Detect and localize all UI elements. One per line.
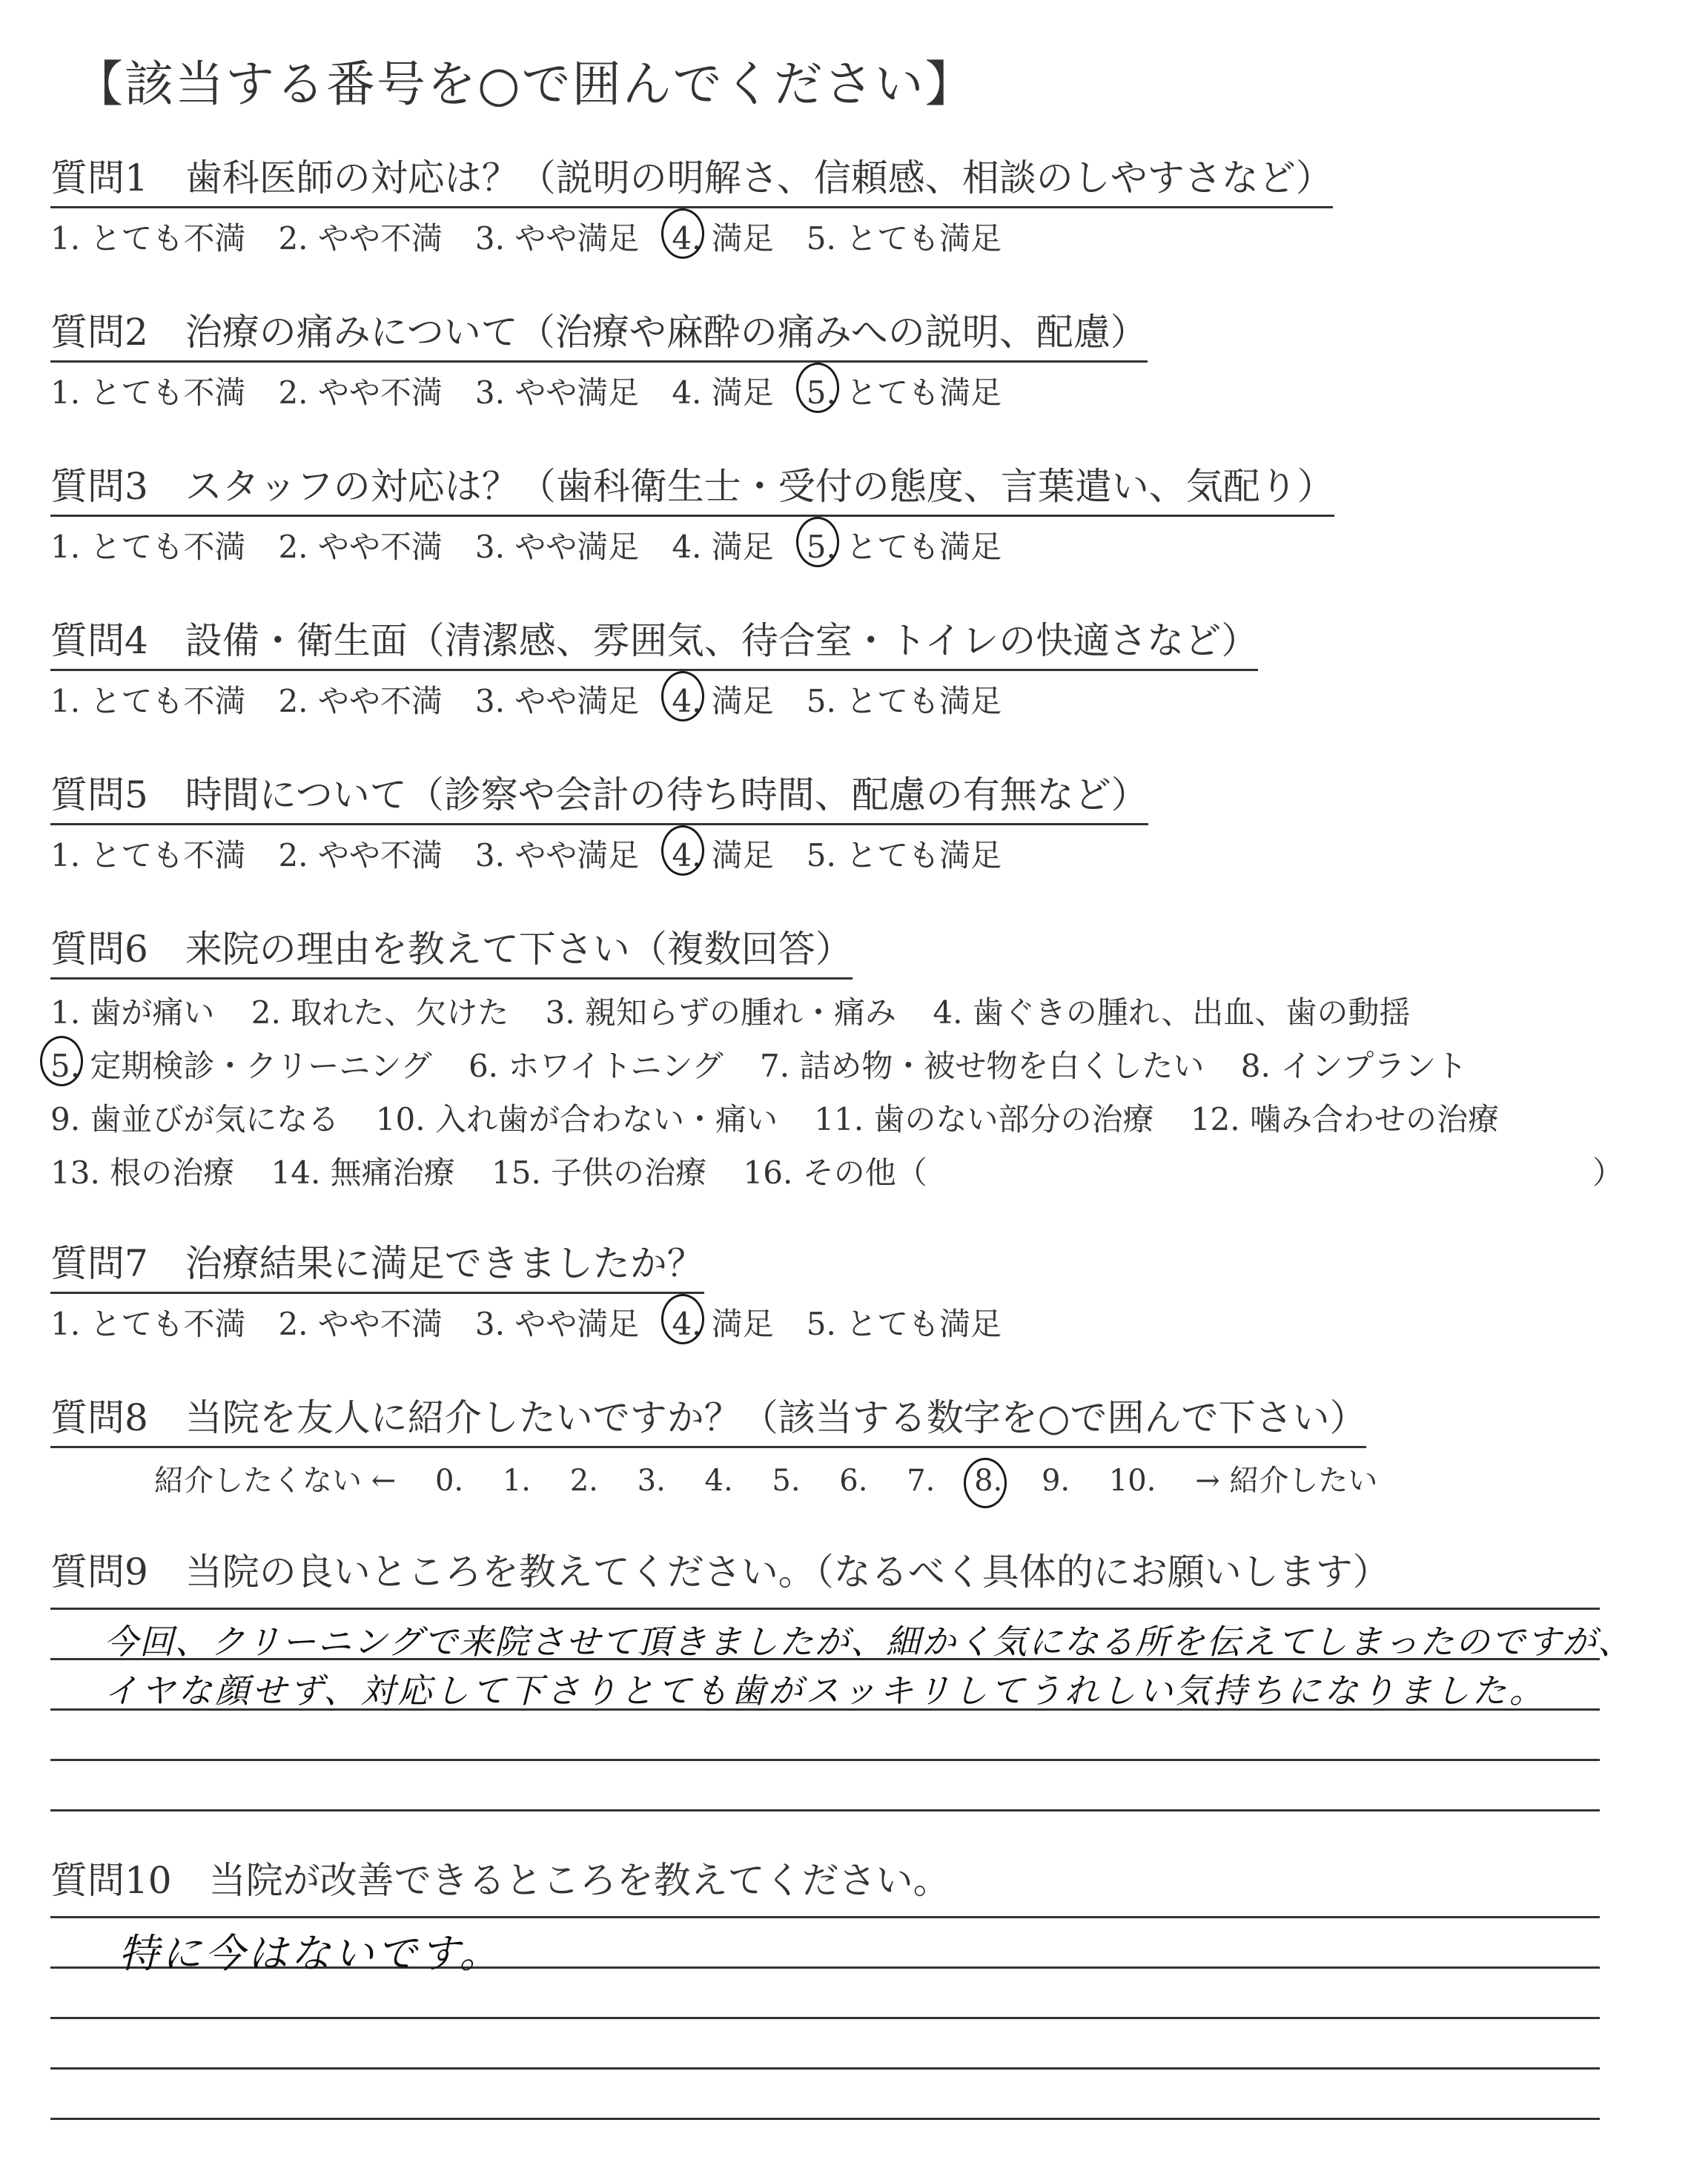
option-4[interactable]: 4. 満足: [672, 214, 773, 259]
question-3-title: 質問3 スタッフの対応は？（歯科衛生士・受付の態度、言葉遣い、気配り）: [50, 457, 1334, 517]
selection-circle: [796, 517, 839, 567]
option-1[interactable]: 1. とても不満: [50, 374, 246, 411]
reason-16[interactable]: 16. その他（: [743, 1155, 927, 1191]
question-9-title: 質問9 当院の良いところを教えてください。（なるべく具体的にお願いします）: [50, 1550, 1390, 1593]
question-3-options: [50, 523, 1334, 567]
question-4-title: 質問4 設備・衛生面（清潔感、雰囲気、待合室・トイレの快適さなど）: [50, 611, 1258, 671]
question-6-line-1: [50, 988, 1659, 1033]
option-2[interactable]: 2. やや不満: [278, 837, 443, 873]
answer-line: [50, 1916, 1600, 1918]
question-5-title: 質問5 時間について（診察や会計の待ち時間、配慮の有無など）: [50, 765, 1148, 825]
option-3[interactable]: 3. やや満足: [474, 220, 640, 257]
option-1[interactable]: 1. とても不満: [50, 683, 246, 719]
question-10-title: 質問10 当院が改善できるところを教えてください。: [50, 1859, 950, 1902]
selection-circle: [40, 1036, 83, 1086]
option-5[interactable]: 5. とても満足: [806, 683, 1002, 719]
question-2-title: 質問2 治療の痛みについて（治療や麻酔の痛みへの説明、配慮）: [50, 303, 1148, 363]
option-2[interactable]: 2. やや不満: [278, 220, 443, 257]
scale-10[interactable]: 10.: [1108, 1464, 1156, 1498]
selection-circle: [661, 671, 704, 721]
scale-right-label: → 紹介したい: [1195, 1464, 1378, 1498]
scale-0[interactable]: 0.: [434, 1464, 464, 1498]
selection-circle: [964, 1458, 1007, 1508]
option-1[interactable]: 1. とても不満: [50, 1306, 246, 1342]
scale-1[interactable]: 1.: [502, 1464, 532, 1498]
page-title: 【該当する番号を○で囲んでください】: [74, 56, 976, 113]
scale-left-label: 紹介したくない ←: [154, 1464, 397, 1498]
selection-circle: [661, 825, 704, 876]
reason-4[interactable]: 4. 歯ぐきの腫れ、出血、歯の動揺: [933, 994, 1411, 1031]
answer-line: [50, 2118, 1600, 2120]
answer-line: [50, 1759, 1600, 1761]
question-5-options: [50, 831, 1148, 876]
question-2-options: [50, 369, 1148, 413]
option-2[interactable]: 2. やや不満: [278, 1306, 443, 1342]
option-5[interactable]: 5. とても満足: [806, 1306, 1002, 1342]
question-2: [50, 303, 1148, 413]
other-paren-close: ）: [1592, 1155, 1624, 1191]
reason-15[interactable]: 15. 子供の治療: [491, 1155, 707, 1191]
option-3[interactable]: 3. やや満足: [474, 374, 640, 411]
scale-9[interactable]: 9.: [1041, 1464, 1070, 1498]
question-6: [50, 919, 1659, 1193]
scale-6[interactable]: 6.: [839, 1464, 868, 1498]
question-1-options: [50, 214, 1333, 259]
question-7-title: 質問7 治療結果に満足できましたか？: [50, 1234, 704, 1294]
recommend-scale: [50, 1457, 1407, 1499]
question-1-title: 質問1 歯科医師の対応は？（説明の明解さ、信頼感、相談のしやすさなど）: [50, 148, 1333, 208]
option-3[interactable]: 3. やや満足: [474, 529, 640, 565]
option-2[interactable]: 2. やや不満: [278, 683, 443, 719]
question-7: [50, 1234, 1034, 1344]
option-1[interactable]: 1. とても不満: [50, 529, 246, 565]
reason-1[interactable]: 1. 歯が痛い: [50, 994, 215, 1031]
answer-line: [50, 2017, 1600, 2019]
question-1: [50, 148, 1333, 259]
question-8: [50, 1388, 1407, 1499]
question-6-line-2: [50, 1042, 1659, 1086]
option-3[interactable]: 3. やや満足: [474, 837, 640, 873]
scale-5[interactable]: 5.: [772, 1464, 801, 1498]
q9-handwritten-answer-line-1[interactable]: 今回、クリーニングで来院させて頂きましたが、細かく気になる所を伝えてしまったのですが、: [104, 1622, 1634, 1662]
answer-line: [50, 1809, 1600, 1811]
answer-line: [50, 2067, 1600, 2070]
scale-7[interactable]: 7.: [907, 1464, 936, 1498]
option-4[interactable]: 4. 満足: [672, 677, 773, 721]
reason-11[interactable]: 11. 歯のない部分の治療: [814, 1101, 1154, 1137]
scale-8[interactable]: 8.: [974, 1464, 1002, 1498]
reason-12[interactable]: 12. 噛み合わせの治療: [1190, 1101, 1499, 1137]
answer-line: [50, 1608, 1600, 1610]
question-6-line-4: [50, 1149, 1659, 1193]
reason-8[interactable]: 8. インプラント: [1240, 1048, 1468, 1084]
question-4-options: [50, 677, 1258, 721]
question-8-title: 質問8 当院を友人に紹介したいですか？（該当する数字を○で囲んで下さい）: [50, 1388, 1366, 1448]
q10-handwritten-answer[interactable]: 特に今はないです。: [119, 1930, 503, 1977]
question-3: [50, 457, 1334, 567]
q9-handwritten-answer-line-2[interactable]: イヤな顔せず、対応して下さりとても歯がスッキリしてうれしい気持ちになりました。: [104, 1671, 1546, 1711]
option-3[interactable]: 3. やや満足: [474, 1306, 640, 1342]
question-9: [50, 1542, 1390, 1600]
option-4[interactable]: 4. 満足: [672, 374, 774, 411]
reason-14[interactable]: 14. 無痛治療: [271, 1155, 455, 1191]
reason-7[interactable]: 7. 詰め物・被せ物を白くしたい: [759, 1048, 1205, 1084]
option-4[interactable]: 4. 満足: [672, 1300, 773, 1344]
option-4[interactable]: 4. 満足: [672, 529, 774, 565]
reason-6[interactable]: 6. ホワイトニング: [468, 1048, 724, 1084]
reason-3[interactable]: 3. 親知らずの腫れ・痛み: [545, 994, 897, 1031]
reason-5[interactable]: 5. 定期検診・クリーニング: [50, 1042, 432, 1086]
reason-2[interactable]: 2. 取れた、欠けた: [251, 994, 509, 1031]
scale-2[interactable]: 2.: [569, 1464, 598, 1498]
reason-13[interactable]: 13. 根の治療: [50, 1155, 235, 1191]
reason-9[interactable]: 9. 歯並びが気になる: [50, 1101, 340, 1137]
question-10: [50, 1851, 950, 1909]
option-5[interactable]: 5. とても満足: [807, 369, 1002, 413]
selection-circle: [661, 208, 704, 259]
option-5[interactable]: 5. とても満足: [806, 220, 1002, 257]
selection-circle: [661, 1294, 704, 1344]
question-6-line-3: [50, 1095, 1659, 1140]
option-5[interactable]: 5. とても満足: [806, 837, 1002, 873]
question-5: [50, 765, 1148, 876]
reason-10[interactable]: 10. 入れ歯が合わない・痛い: [375, 1101, 778, 1137]
option-5[interactable]: 5. とても満足: [807, 523, 1002, 567]
question-6-title: 質問6 来院の理由を教えて下さい（複数回答）: [50, 919, 853, 980]
option-3[interactable]: 3. やや満足: [474, 683, 640, 719]
option-2[interactable]: 2. やや不満: [278, 529, 443, 565]
option-4[interactable]: 4. 満足: [672, 831, 773, 876]
option-1[interactable]: 1. とても不満: [50, 220, 246, 257]
selection-circle: [796, 363, 839, 413]
scale-3[interactable]: 3.: [637, 1464, 666, 1498]
option-2[interactable]: 2. やや不満: [278, 374, 443, 411]
option-1[interactable]: 1. とても不満: [50, 837, 246, 873]
scale-4[interactable]: 4.: [704, 1464, 733, 1498]
question-4: [50, 611, 1258, 721]
question-7-options: [50, 1300, 1034, 1344]
